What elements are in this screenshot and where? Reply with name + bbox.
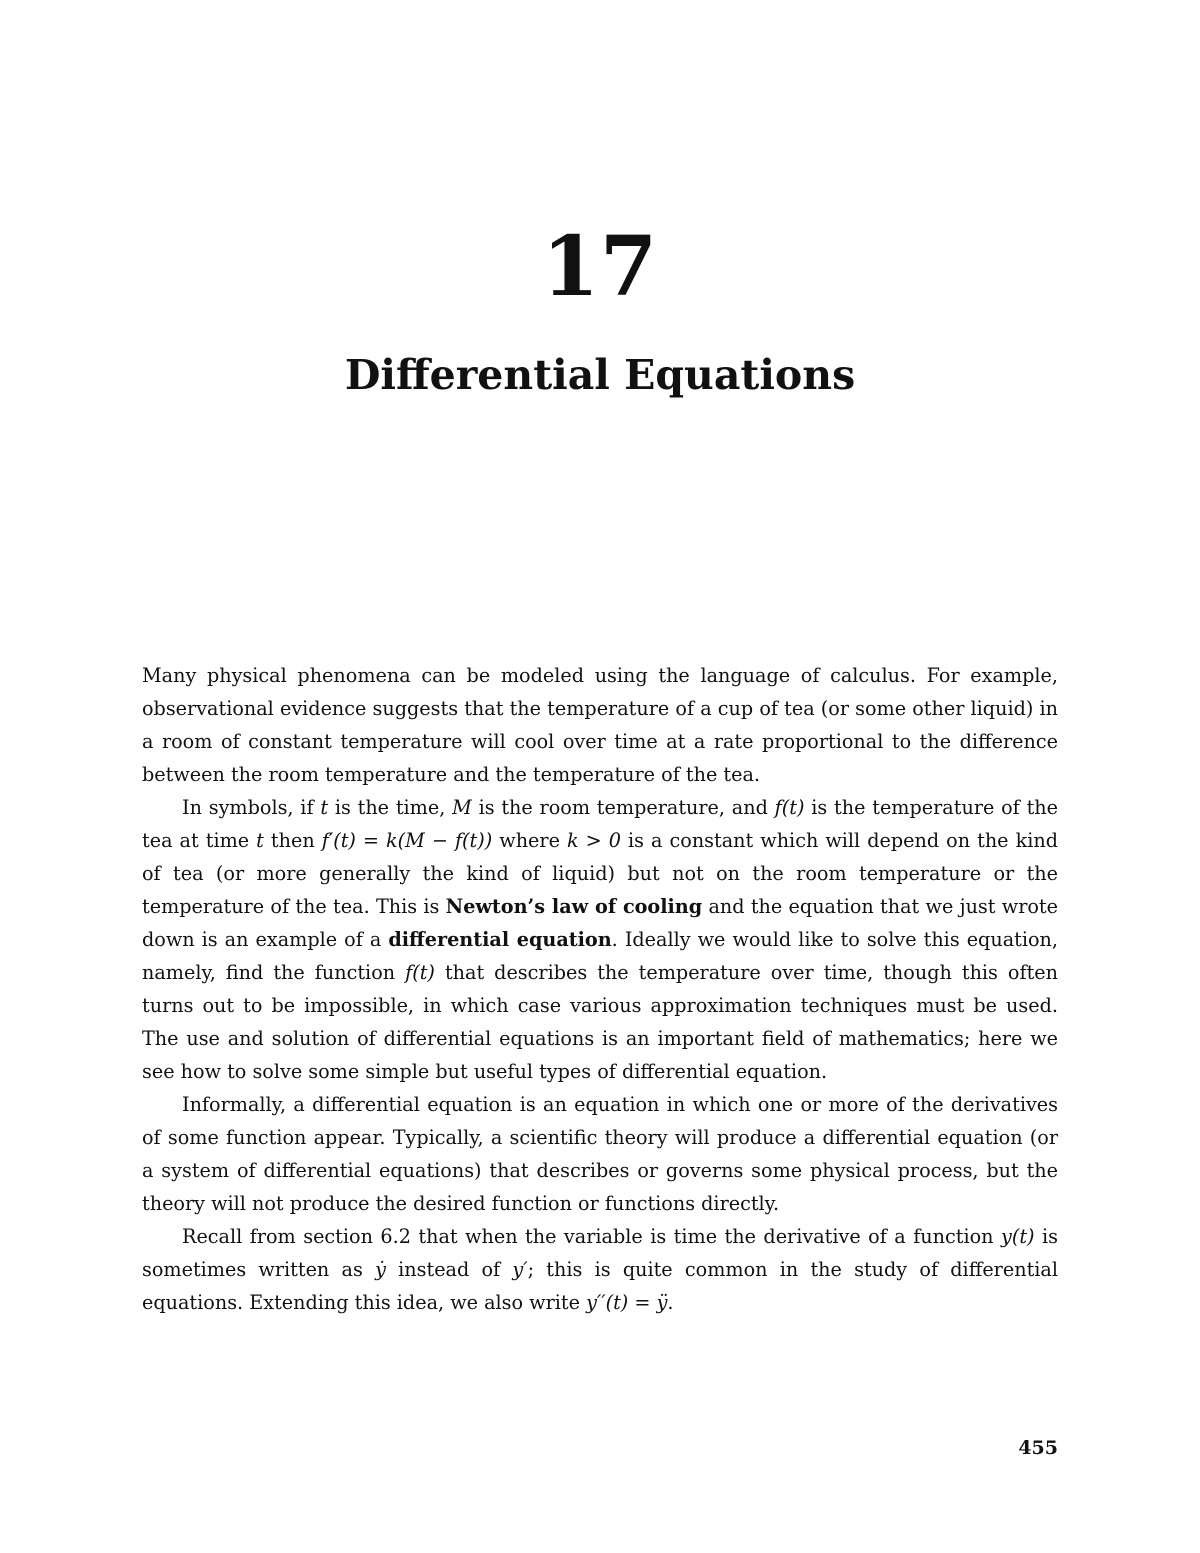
text-run: . — [667, 1291, 674, 1314]
page-number: 455 — [1018, 1437, 1058, 1459]
term-differential-equation: differential equation — [388, 928, 612, 951]
math-k-positive: k > 0 — [566, 829, 621, 852]
math-second-derivative: y′′(t) = ÿ — [586, 1291, 668, 1314]
math-y-prime: y′ — [512, 1258, 528, 1281]
math-f-of-t: f(t) — [405, 961, 435, 984]
paragraph-2 — [142, 791, 1058, 1088]
math-t: t — [320, 796, 329, 819]
text-run: that describes the temperature over time, though this often turns out to be impossible, in which case various approximation techniques must be used. The use and solution of differential equations is an important field of mathematics; here we see how to solve some simple but useful types of differential equation. — [142, 961, 1058, 1083]
math-y-dot: ẏ — [375, 1258, 386, 1281]
text-run: is the time, — [328, 796, 453, 819]
paragraph-1: Many physical phenomena can be modeled using the language of calculus. For example, observational evidence suggests that the temperature of a cup of tea (or some other liquid) in a room of constant temperature will cool over time at a rate proportional to the difference between the room temperature and the temperature of the tea. — [142, 664, 1058, 786]
paragraph-4 — [142, 1220, 1058, 1319]
chapter-number: 17 — [541, 219, 659, 315]
text-run: is the room temperature, and — [471, 796, 775, 819]
math-newton-equation: f′(t) = k(M − f(t)) — [321, 829, 493, 852]
math-t: t — [256, 829, 264, 852]
text-run: is the temperature of the tea at time — [142, 796, 1058, 852]
text-run: is a constant which will depend on the kind of tea (or more generally the kind of liquid) but not on the room temperature or the temperature of the tea. This is — [142, 829, 1058, 918]
text-run: Recall from section 6.2 that when the variable is time the derivative of a function — [182, 1225, 1001, 1248]
text-run: then — [263, 829, 322, 852]
math-f-of-t: f(t) — [774, 796, 805, 819]
text-run: In symbols, if — [182, 796, 321, 819]
paragraph-3: Informally, a differential equation is an equation in which one or more of the derivatives of some function appear. Typically, a scientific theory will produce a differential equation (or a system of differential equations) that describes or governs some physical process, but the theory will not produce the desired function or functions directly. — [142, 1093, 1058, 1215]
text-run: and the equation that we just wrote down is an example of a — [142, 895, 1058, 951]
math-M: M — [452, 796, 472, 819]
chapter-title: Differential Equations — [344, 351, 856, 399]
text-run: where — [492, 829, 567, 852]
text-run: . Ideally we would like to solve this equation, namely, find the function — [142, 928, 1058, 984]
text-run: instead of — [385, 1258, 513, 1281]
term-newtons-law-of-cooling: Newton’s law of cooling — [445, 895, 703, 918]
body-text — [142, 659, 1058, 1319]
math-y-of-t: y(t) — [1001, 1225, 1035, 1248]
text-run: is sometimes written as — [142, 1225, 1058, 1281]
text-run: ; this is quite common in the study of differential equations. Extending this idea, we also write — [142, 1258, 1058, 1314]
